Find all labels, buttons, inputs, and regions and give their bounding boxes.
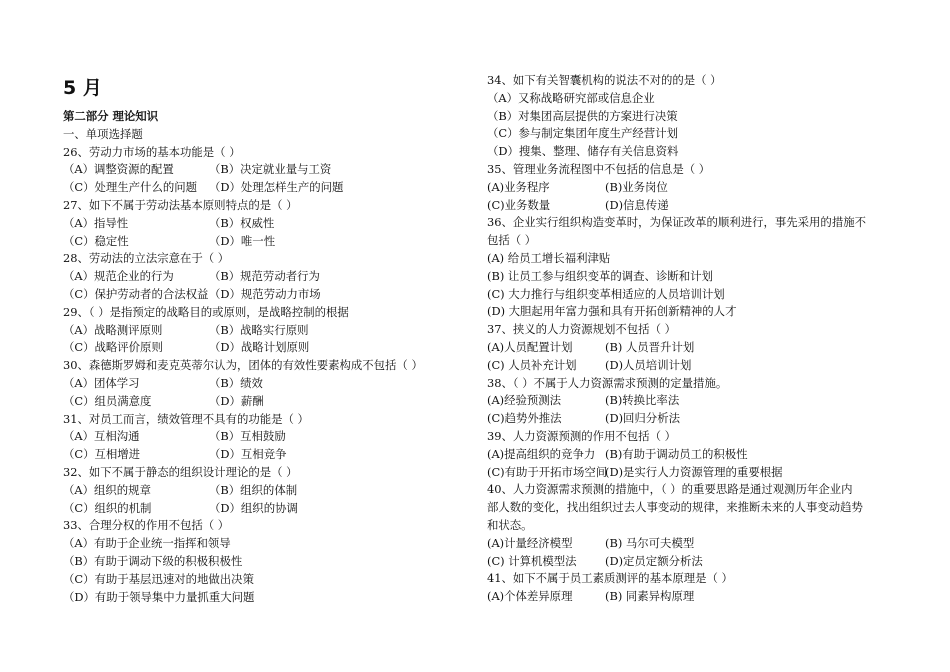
option-left: (A)个体差异原理 — [487, 589, 573, 604]
option-row — [487, 339, 694, 356]
text-line: 34、如下有关智囊机构的说法不对的的是（ ） — [487, 73, 722, 87]
option-right: （B）互相鼓励 — [209, 429, 286, 444]
month-heading: 5 月 — [63, 77, 102, 99]
option-right: (B) 人员晋升计划 — [605, 340, 695, 354]
text-line: （D）有助于领导集中力量抓重大问题 — [63, 589, 255, 604]
section-heading: 第二部分 理论知识 — [63, 109, 159, 123]
option-right: （B）规范劳动者行为 — [209, 269, 320, 284]
text-line: （B）有助于调动下级的积极积极性 — [63, 554, 243, 568]
option-right: （B）组织的体制 — [209, 482, 298, 497]
option-right: (B)业务岗位 — [605, 179, 668, 194]
option-left: (C)业务数量 — [487, 197, 551, 212]
text-line: 35、管理业务流程图中不包括的信息是（ ） — [487, 162, 711, 176]
option-right: （D）唯一性 — [209, 233, 276, 248]
option-row — [63, 428, 286, 445]
option-row — [63, 482, 297, 499]
option-right: （D）战略计划原则 — [209, 340, 310, 355]
option-left: （C）互相增进 — [63, 447, 141, 462]
option-row — [487, 410, 680, 427]
text-line: 31、对员工而言，绩效管理不具有的功能是（ ） — [63, 411, 309, 426]
option-row — [63, 215, 274, 232]
text-line: 39、人力资源预测的作用不包括（ ） — [487, 429, 676, 443]
option-left: （C）保护劳动者的合法权益 — [63, 287, 209, 301]
text-line: （D）搜集、整理、储存有关信息资料 — [487, 144, 679, 159]
option-row — [63, 339, 309, 356]
text-line: 38、（ ）不属于人力资源需求预测的定量措施。 — [487, 375, 728, 390]
option-right: （D）组织的协调 — [209, 500, 298, 515]
option-right: (B)转换比率法 — [605, 393, 680, 408]
option-right: （B）绩效 — [209, 376, 263, 390]
option-left: (A)提高组织的竞争力 — [487, 446, 596, 461]
option-left: （A）调整资源的配置 — [63, 162, 174, 177]
option-left: (A)业务程序 — [487, 179, 550, 194]
option-right: （D）薪酬 — [209, 393, 264, 408]
text-line: （B）对集团高层提供的方案进行决策 — [487, 108, 678, 123]
text-line: 26、劳动力市场的基本功能是（ ） — [63, 144, 241, 159]
text-line: 27、如下不属于劳动法基本原则特点的是（ ） — [63, 198, 298, 212]
text-line: (B) 让员工参与组织变革的调查、诊断和计划 — [487, 268, 713, 283]
option-row — [63, 446, 286, 463]
option-row — [63, 375, 263, 392]
text-line: 40、人力资源需求预测的措施中，（ ）的重要思路是通过观测历年企业内 — [487, 482, 853, 497]
option-right: （B）权威性 — [209, 215, 275, 230]
text-line: (A) 给员工增长福利津贴 — [487, 251, 611, 265]
text-line: 部人数的变化，找出组织过去人事变动的规律，来推断未来的人事变动趋势 — [487, 500, 863, 515]
option-left: （A）团体学习 — [63, 376, 140, 390]
text-line: （A）又称战略研究部或信息企业 — [487, 90, 655, 105]
text-line: 包括（ ） — [487, 233, 537, 248]
option-row — [487, 553, 703, 570]
option-row — [63, 393, 264, 410]
option-left: (C)趋势外推法 — [487, 411, 562, 426]
text-line: 32、如下不属于静态的组织设计理论的是（ ） — [63, 465, 298, 479]
text-line: 28、劳动法的立法宗意在于（ ） — [63, 251, 230, 266]
text-line: 33、合理分权的作用不包括（ ） — [63, 518, 230, 533]
option-row — [63, 161, 331, 178]
text-line: 37、挟义的人力资源规划不包括（ ） — [487, 322, 676, 337]
option-row — [487, 392, 679, 409]
option-right: (D)定员定额分析法 — [605, 553, 703, 568]
option-row — [487, 357, 691, 374]
option-left: （C）组员满意度 — [63, 393, 152, 408]
option-right: (D)信息传递 — [605, 197, 669, 212]
option-right: （D）处理怎样生产的问题 — [209, 180, 344, 195]
option-row — [63, 268, 320, 285]
option-left: （A）战略测评原则 — [63, 322, 163, 337]
option-row — [487, 446, 748, 463]
option-left: （A）指导性 — [63, 215, 129, 230]
option-right: （D）规范劳动力市场 — [209, 287, 321, 301]
option-row — [487, 588, 694, 605]
option-left: （A）互相沟通 — [63, 429, 140, 444]
text-line: 和状态。 — [487, 518, 533, 532]
option-left: (A)计量经济模型 — [487, 535, 573, 550]
text-line: (D) 大胆起用年富力强和具有开拓创新精神的人才 — [487, 304, 737, 319]
option-row — [487, 197, 669, 214]
option-left: （C）战略评价原则 — [63, 340, 163, 355]
option-left: (C)有助于开拓市场空间 — [487, 464, 608, 479]
option-right: (B) 同素异构原理 — [605, 589, 695, 604]
option-right: (D)人员培训计划 — [605, 357, 692, 372]
option-row — [487, 179, 668, 196]
option-left: (C) 计算机模型法 — [487, 553, 577, 568]
option-left: (A)经验预测法 — [487, 393, 562, 408]
option-left: （C）处理生产什么的问题 — [63, 180, 198, 195]
option-right: （B）决定就业量与工资 — [209, 162, 332, 177]
option-row — [63, 179, 343, 196]
option-left: (A)人员配置计划 — [487, 340, 573, 354]
option-left: （A）组织的规章 — [63, 482, 151, 497]
text-line: 30、森德斯罗姆和麦克英蒂尔认为，团体的有效性要素构成不包括（ ） — [63, 358, 423, 373]
option-right: （D）互相竞争 — [209, 447, 287, 462]
option-row — [487, 535, 694, 552]
option-right: (D)回归分析法 — [605, 411, 680, 426]
text-line: 36、企业实行组织构造变革时，为保证改革的顺利进行，事先采用的措施不 — [487, 215, 866, 230]
option-right: (B) 马尔可夫模型 — [605, 535, 695, 550]
text-line: 41、如下不属于员工素质测评的基本原理是（ ） — [487, 571, 733, 586]
option-right: (B)有助于调动员工的积极性 — [605, 446, 748, 461]
option-right: （B）战略实行原则 — [209, 322, 309, 337]
option-row — [63, 233, 275, 250]
option-left: (C) 人员补充计划 — [487, 357, 577, 372]
option-row — [63, 322, 309, 339]
option-row — [63, 286, 321, 303]
text-line: （A）有助于企业统一指挥和领导 — [63, 536, 231, 551]
text-line: 一、单项选择题 — [63, 126, 143, 141]
text-line: （C）参与制定集团年度生产经营计划 — [487, 126, 678, 141]
text-line: 29、（ ）是指预定的战略目的或原则，是战略控制的根据 — [63, 304, 349, 319]
text-line: (C) 大力推行与组织变革相适应的人员培训计划 — [487, 286, 725, 301]
option-left: （A）规范企业的行为 — [63, 269, 174, 284]
text-line: （C）有助于基层迅速对的地做出决策 — [63, 571, 254, 586]
option-row — [63, 500, 298, 517]
option-row — [487, 464, 783, 481]
option-right: (D)是实行人力资源管理的重要根据 — [605, 464, 783, 479]
option-left: （C）组织的机制 — [63, 500, 152, 515]
option-left: （C）稳定性 — [63, 233, 129, 248]
